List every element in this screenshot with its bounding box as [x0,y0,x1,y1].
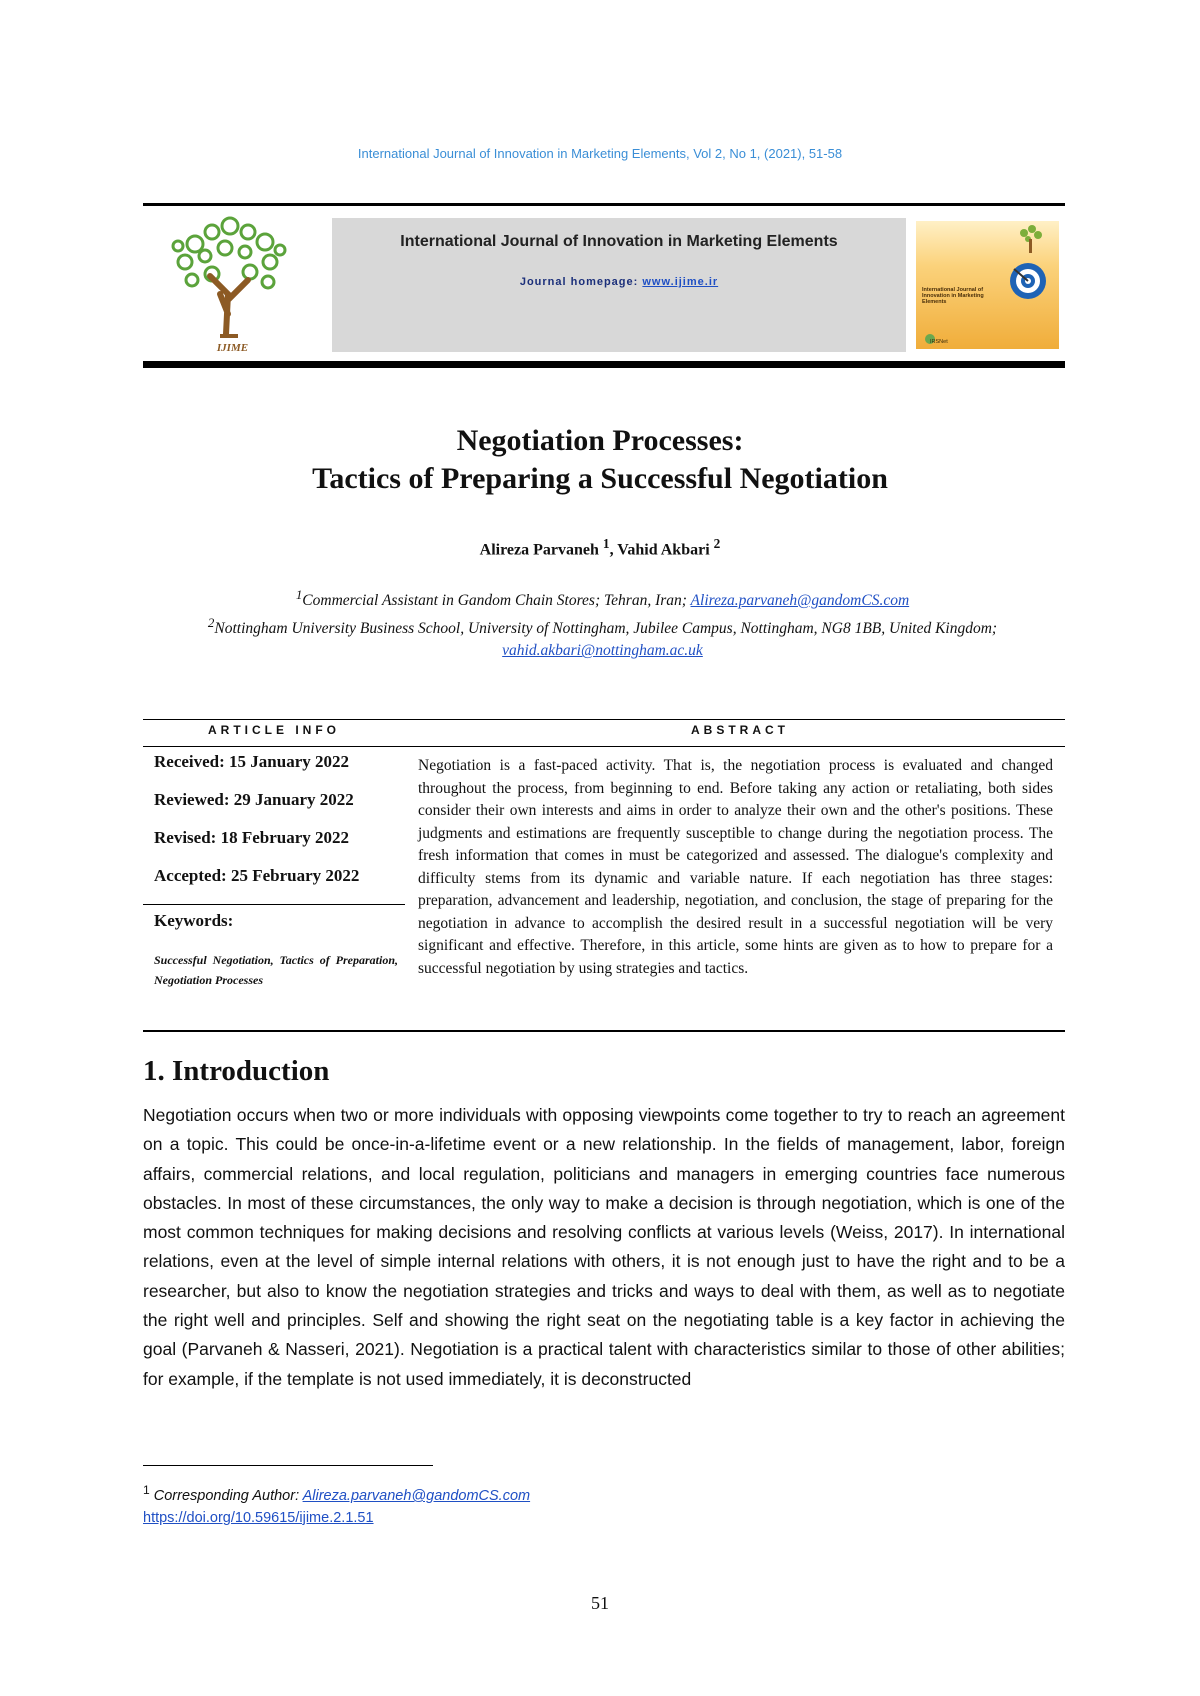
logo-caption: IJIME [216,342,249,354]
affiliations [150,584,1055,662]
author-separator: , [609,541,618,559]
homepage-link[interactable]: www.ijime.ir [642,276,719,288]
keywords-list: Successful Negotiation, Tactics of Preparation, Negotiation Processes [154,953,398,987]
journal-logo [150,214,315,354]
journal-header-box [332,218,906,352]
affiliation-1-mark: 1 [295,587,303,602]
journal-name: International Journal of Innovation in Marketing Elements [400,233,838,250]
paper-title [0,422,1200,498]
title-line-2: Tactics of Preparing a Successful Negotiation [312,462,888,495]
affiliation-2-mark: 2 [207,615,215,631]
keywords-divider [143,904,405,905]
abstract-heading: ABSTRACT [691,723,789,737]
author-2-affil-mark: 2 [713,536,721,551]
author-2: Vahid Akbari [617,541,710,559]
affiliation-1-text: Commercial Assistant in Gandom Chain Stores; Tehran, Iran; [302,592,691,610]
header-bottom-rule [143,361,1065,368]
introduction-paragraph: Negotiation occurs when two or more individuals with opposing viewpoints come together to try to reach an agreement on a topic. This could be once-in-a-lifetime event or a new relationship. In the fields of management, labor, foreign affairs, commercial relations, and local regulation, politicians and managers in emerging countries face numerous obstacles. In most of these circumstances, the only way to make a decision is through negotiation, which is one of the most common techniques for making decisions and resolving conflicts at various levels (Weiss, 2017). In international relations, even at the level of simple internal relations with others, it is not enough just to have the right and to be a researcher, but also to know the negotiation strategies and tricks and ways to deal with them, as well as to negotiate the right well and principles. Self and showing the right seat on the negotiating table is a key factor in achieving the goal (Parvaneh & Nasseri, 2021). Negotiation is a practical talent with characteristics similar to those of other abilities; for example, if the template is not used immediately, it is deconstructed [143,1105,1065,1389]
affiliation-2-text: Nottingham University Business School, University of Nottingham, Jubilee Campus, Nottingham, NG8 1BB, United Kingdom; [214,620,998,638]
doi-link[interactable]: https://doi.org/10.59615/ijime.2.1.51 [143,1509,374,1526]
footnote-mark: 1 [143,1483,150,1497]
received-date: Received: 15 January 2022 [154,752,350,771]
info-table-bottom-rule [143,1030,1065,1032]
affiliation-2-email-link[interactable]: vahid.akbari@nottingham.ac.uk [502,642,703,660]
revised-date: Revised: 18 February 2022 [154,828,350,847]
info-table-header-rule [143,746,1065,747]
footnote-rule [143,1465,433,1466]
footnote-email-link[interactable]: Alireza.parvaneh@gandomCS.com [302,1487,531,1504]
journal-cover-thumbnail [916,221,1059,349]
header-top-rule [143,203,1065,206]
journal-homepage [332,276,906,288]
affiliation-1 [150,584,1055,612]
affiliation-1-email-link[interactable]: Alireza.parvaneh@gandomCS.com [690,592,910,610]
tree-logo-icon [150,214,315,339]
accepted-date: Accepted: 25 February 2022 [154,866,360,885]
homepage-label: Journal homepage: [519,276,643,288]
section-heading-introduction: 1. Introduction [143,1055,330,1087]
cover-art-icon [916,221,1059,349]
page-number: 51 [591,1593,609,1613]
article-info-heading: ARTICLE INFO [208,723,340,737]
author-list [0,536,1200,559]
author-1: Alireza Parvaneh [479,541,599,559]
footnote [143,1479,530,1529]
abstract-text: Negotiation is a fast-paced activity. That is, the negotiation process is evaluated and changed throughout the process, from beginning to end. Before taking any action or retaliating, both sides consider their own interests and aims in order to analyze their own and the other's positions. These judgments and estimations are frequently susceptible to change during the negotiation process. The fresh information that comes in must be categorized and assessed. The dialogue's complexity and difficulty stems from its dynamic and variable nature. If each negotiation has three stages: preparation, advancement and leadership, negotiation, and conclusion, the stage of preparing for the negotiation in advance to accomplish the desired result in a successful negotiation will be very significant and effective. Therefore, in this article, some hints are given as to how to prepare for a successful negotiation by using strategies and tactics. [418,757,1053,977]
reviewed-date: Reviewed: 29 January 2022 [154,790,354,809]
affiliation-2 [150,612,1055,662]
keywords-label: Keywords: [154,911,234,930]
cover-title: International Journal of Innovation in Marketing Elements [922,287,984,305]
author-1-affil-mark: 1 [602,536,610,551]
info-table-top-rule [143,719,1065,720]
footnote-doi [143,1507,530,1529]
footnote-label: Corresponding Author: [149,1487,303,1504]
title-line-1: Negotiation Processes: [456,424,744,457]
footnote-corresponding-author [143,1479,530,1507]
running-head: International Journal of Innovation in Marketing Elements, Vol 2, No 1, (2021), 51-58 [357,146,843,161]
cover-footer: IRSNet [930,339,948,345]
